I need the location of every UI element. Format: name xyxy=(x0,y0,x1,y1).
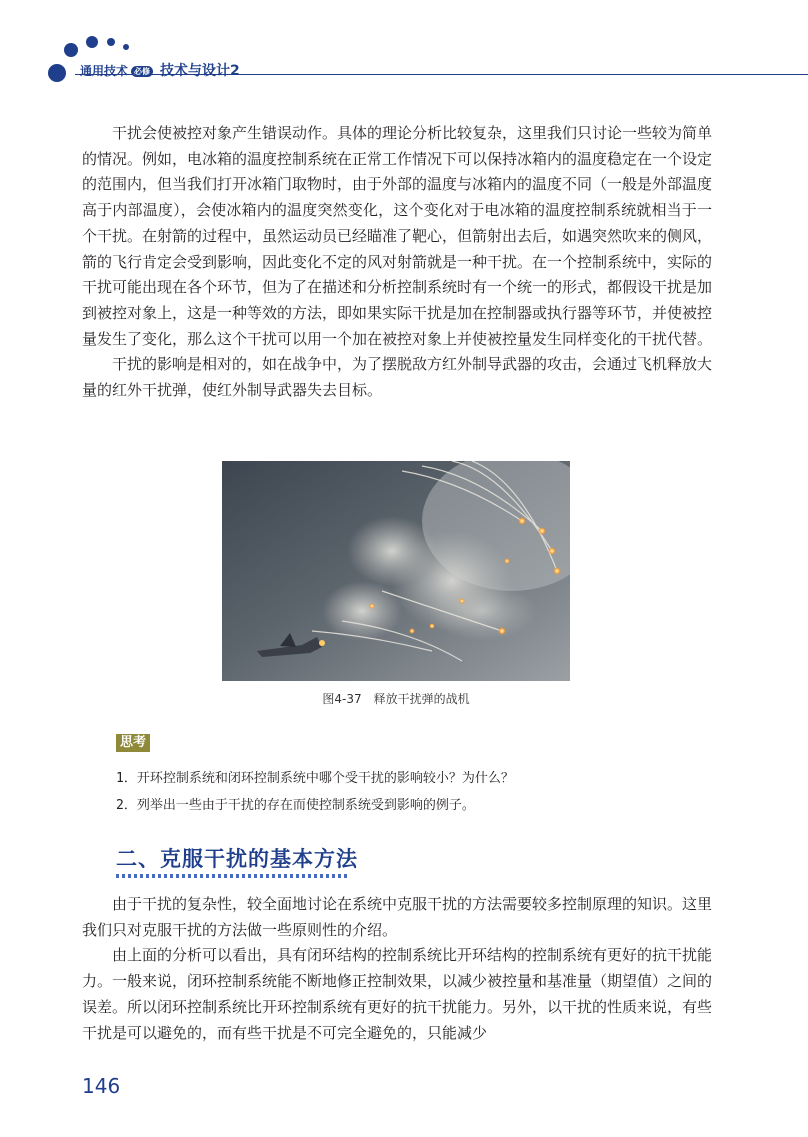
body-text-top xyxy=(82,121,712,404)
fighter-jet-photo xyxy=(222,461,570,681)
paragraph: 由于干扰的复杂性，较全面地讨论在系统中克服干扰的方法需要较多控制原理的知识。这里我们只对克服干扰的方法做一些原则性的介绍。 xyxy=(82,895,713,939)
header-title xyxy=(80,60,240,80)
page-number: 146 xyxy=(82,1074,121,1098)
section-heading: 二、克服干扰的基本方法 xyxy=(116,847,358,871)
figure-caption: 图4-37 释放干扰弹的战机 xyxy=(322,692,470,706)
think-question: 1．开环控制系统和闭环控制系统中哪个受干扰的影响较小？为什么？ xyxy=(116,771,514,786)
paragraph: 干扰的影响是相对的，如在战争中，为了摆脱敌方红外制导武器的攻击，会通过飞机释放大量的红外干扰弹，使红外制导武器失去目标。 xyxy=(82,355,713,400)
book-title: 技术与设计2 xyxy=(160,63,240,79)
paragraph: 干扰会使被控对象产生错误动作。具体的理论分析比较复杂，这里我们只讨论一些较为简单的情况。例如，电冰箱的温度控制系统在正常工作情况下可以保持冰箱内的温度稳定在一个设定的范围内，但当我们打开冰箱门取物时，由于外部的温度与冰箱内的温度不同（一般是外部温度高于内部温度），会使冰箱内的温度突然变化，这个变化对于电冰箱的温度控制系统就相当于一个干扰。在射箭的过程中，虽然运动员已经瞄准了靶心，但箭射出去后，如遇突然吹来的侧风，箭的飞行肯定会受到影响，因此变化不定的风对射箭就是一种干扰。在一个控制系统中，实际的干扰可能出现在各个环节，但为了在描述和分析控制系统时有一个统一的形式，都假设干扰是加到被控对象上，这是一种等效的方法，即如果实际干扰是加在控制器或执行器等环节，并使被控量发生了变化，那么这个干扰可以用一个加在被控对象上并使被控量发生同样变化的干扰代替。 xyxy=(82,124,713,348)
think-label: 思考 xyxy=(116,734,150,752)
section-underline xyxy=(116,874,350,878)
series-name: 通用技术 xyxy=(80,64,129,78)
think-question: 2．列举出一些由于干扰的存在而使控制系统受到影响的例子。 xyxy=(116,798,475,813)
paragraph: 由上面的分析可以看出，具有闭环结构的控制系统比开环结构的控制系统有更好的抗干扰能力。一般来说，闭环控制系统能不断地修正控制效果，以减少被控量和基准量（期望值）之间的误差。所以闭环控制系统比开环控制系统有更好的抗干扰能力。另外，以干扰的性质来说，有些干扰是可以避免的，而有些干扰是不可完全避免的，只能减少 xyxy=(82,946,713,1042)
required-badge: 必修 xyxy=(131,66,153,77)
page-header xyxy=(0,0,808,90)
body-text-bottom xyxy=(82,892,712,1046)
